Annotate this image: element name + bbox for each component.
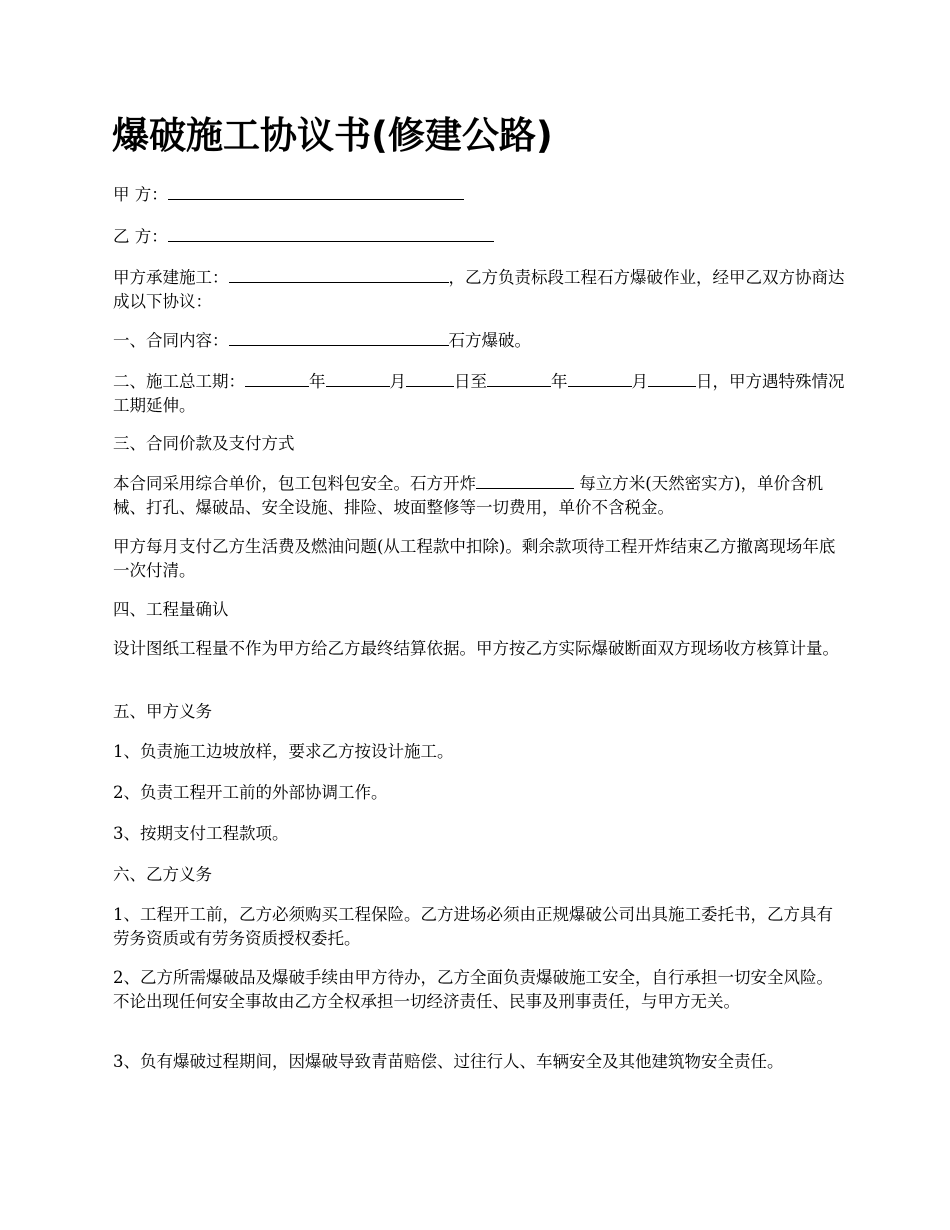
party-a-duty-1: 1、负责施工边坡放样，要求乙方按设计施工。 [113,742,454,761]
start-month-blank [326,370,390,387]
section-3-paragraph-1 [113,472,848,520]
party-b-label: 乙 方： [113,227,168,246]
section-2-paragraph [113,370,848,418]
intro-paragraph [113,266,848,314]
start-year-label: 年 [309,372,326,391]
party-b-blank [168,225,494,242]
section-3-paragraph-2: 甲方每月支付乙方生活费及燃油问题(从工程款中扣除)。剩余款项待工程开炸结束乙方撤离现场年底一次付清。 [113,537,836,580]
party-b-line [113,225,848,249]
end-day-blank [648,370,696,387]
unit-price-prefix: 本合同采用综合单价，包工包料包安全。石方开炸 [113,474,476,493]
party-b-duty-1: 1、工程开工前，乙方必须购买工程保险。乙方进场必须由正规爆破公司出具施工委托书，乙方具有劳务资质或有劳务资质授权委托。 [113,905,833,948]
party-b-duty-2: 2、乙方所需爆破品及爆破手续由甲方待办，乙方全面负责爆破施工安全，自行承担一切安全风险。不论出现任何安全事故由乙方全权承担一切经济责任、民事及刑事责任，与甲方无关。 [113,968,833,1011]
start-day-blank [406,370,454,387]
intro-suffix: ，乙方负责标段工程石方爆破作业，经甲乙双方协商达成以下协议： [113,268,845,311]
start-month-label: 月 [389,372,406,391]
project-name-blank [229,266,449,283]
document-title: 爆破施工协议书(修建公路) [112,114,553,157]
section-3-heading: 三、合同价款及支付方式 [113,434,295,453]
start-year-blank [245,370,309,387]
section-1-prefix: 一、合同内容： [113,331,229,350]
contract-content-blank [229,329,449,346]
end-year-label: 年 [551,372,568,391]
end-month-blank [568,370,632,387]
unit-price-blank [476,472,574,489]
section-1-line [113,329,848,353]
section-2-prefix: 二、施工总工期： [113,372,245,391]
end-month-label: 月 [631,372,648,391]
section-6-heading: 六、乙方义务 [113,865,212,884]
intro-prefix: 甲方承建施工： [113,268,229,287]
party-a-duty-3: 3、按期支付工程款项。 [113,824,289,843]
section-4-heading: 四、工程量确认 [113,600,229,619]
party-a-line [113,183,848,207]
section-4-paragraph: 设计图纸工程量不作为甲方给乙方最终结算依据。甲方按乙方实际爆破断面双方现场收方核算计量。 [113,639,839,658]
section-1-suffix: 石方爆破。 [448,331,531,350]
party-a-duty-2: 2、负责工程开工前的外部协调工作。 [113,783,388,802]
party-a-blank [168,183,464,200]
party-a-label: 甲 方： [113,185,168,204]
end-year-blank [487,370,551,387]
party-b-duty-3: 3、负有爆破过程期间，因爆破导致青苗赔偿、过往行人、车辆安全及其他建筑物安全责任。 [113,1052,784,1071]
day-to-label: 日至 [454,372,487,391]
section-2-suffix: 日，甲方遇特殊情况工期延伸。 [113,372,845,415]
unit-price-suffix: 每立方米(天然密实方)，单价含机械、打孔、爆破品、安全设施、排险、坡面整修等一切费用，单价不含税金。 [113,474,824,517]
section-5-heading: 五、甲方义务 [113,702,212,721]
